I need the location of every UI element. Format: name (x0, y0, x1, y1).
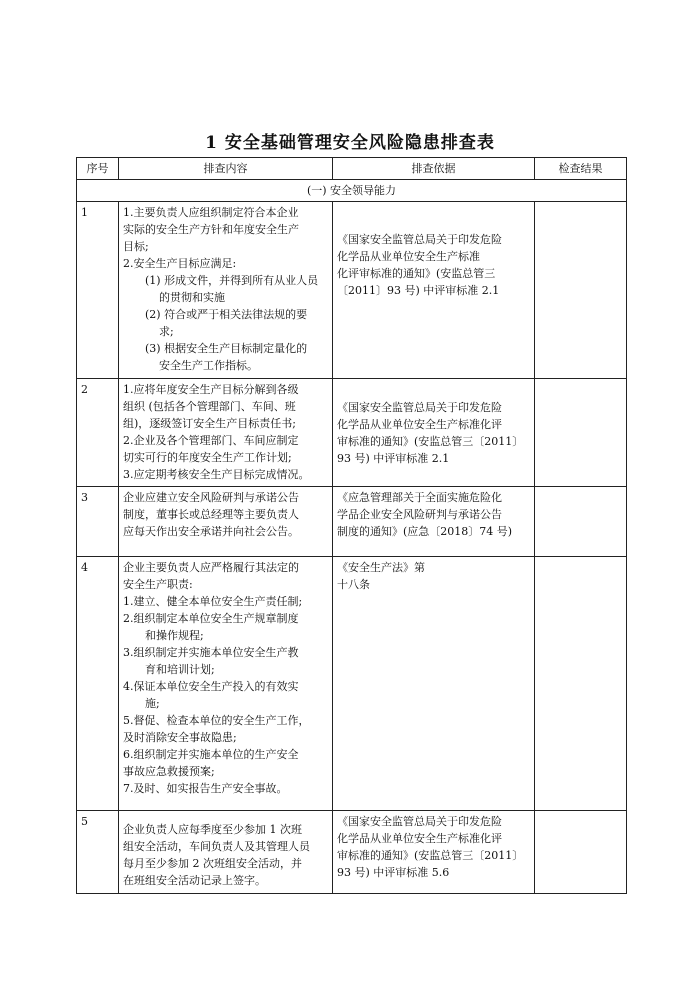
basis-line: 化学品从业单位安全生产标准化评 (337, 418, 502, 431)
content-line: 目标; (123, 240, 149, 253)
table-row (77, 557, 627, 811)
content-line: 企业应建立安全风险研判与承诺公告 (123, 491, 299, 504)
content-line: 3.组织制定并实施本单位安全生产教 (123, 646, 299, 659)
basis-line: 《安全生产法》第 (337, 561, 425, 574)
row-content (119, 379, 333, 487)
row-basis (333, 379, 535, 487)
section-row (77, 180, 627, 202)
content-line: 的贯彻和实施 (159, 291, 225, 304)
header-result: 检查结果 (535, 158, 627, 180)
table-row (77, 202, 627, 379)
content-line: 每月至少参加 2 次班组安全活动，并 (123, 857, 302, 870)
basis-line: 化评审标准的通知》(安监总管三 (337, 267, 496, 280)
basis-line: 十八条 (337, 578, 370, 591)
basis-line: 93 号) 中评审标准 5.6 (337, 866, 450, 879)
content-line: 安全生产工作指标。 (159, 359, 258, 372)
row-result (535, 202, 627, 379)
content-line: 2.安全生产目标应满足: (123, 257, 237, 270)
content-line: 1.主要负责人应组织制定符合本企业 (123, 206, 299, 219)
basis-line: 93 号) 中评审标准 2.1 (337, 452, 450, 465)
row-result (535, 379, 627, 487)
table-row (77, 811, 627, 894)
row-seq: 2 (77, 379, 119, 487)
basis-line: 〔2011〕93 号) 中评审标准 2.1 (337, 284, 500, 297)
content-line: 2.组织制定本单位安全生产规章制度 (123, 612, 299, 625)
content-line: 施; (145, 697, 160, 710)
row-basis (333, 202, 535, 379)
content-line: 事故应急救援预案; (123, 765, 215, 778)
content-line: 4.保证本单位安全生产投入的有效实 (123, 680, 299, 693)
hazard-check-table (76, 157, 627, 894)
content-line: 和操作规程; (145, 629, 204, 642)
row-basis (333, 487, 535, 557)
content-line: 1.建立、健全本单位安全生产责任制; (123, 595, 303, 608)
header-content: 排查内容 (119, 158, 333, 180)
row-basis (333, 557, 535, 811)
content-line: 制度，董事长或总经理等主要负责人 (123, 508, 299, 521)
content-line: 实际的安全生产方针和年度安全生产 (123, 223, 299, 236)
basis-line: 化学品从业单位安全生产标准 (337, 250, 480, 263)
row-seq: 5 (77, 811, 119, 894)
content-line: 安全生产职责: (123, 578, 193, 591)
table-row (77, 487, 627, 557)
header-basis: 排查依据 (333, 158, 535, 180)
content-line: 求; (159, 325, 174, 338)
content-line: 3.应定期考核安全生产目标完成情况。 (123, 468, 310, 481)
basis-line: 审标准的通知》(安监总管三〔2011〕 (337, 435, 524, 448)
content-line: 切实可行的年度安全生产工作计划; (123, 451, 292, 464)
content-line: 企业主要负责人应严格履行其法定的 (123, 561, 299, 574)
content-line: 组)，逐级签订安全生产目标责任书; (123, 417, 296, 430)
content-line: 6.组织制定并实施本单位的生产安全 (123, 748, 299, 761)
row-seq: 3 (77, 487, 119, 557)
basis-line: 审标准的通知》(安监总管三〔2011〕 (337, 849, 524, 862)
content-line: 2.企业及各个管理部门、车间应制定 (123, 434, 299, 447)
row-result (535, 811, 627, 894)
content-line: (1) 形成文件，并得到所有从业人员 (145, 274, 319, 287)
basis-line: 《国家安全监管总局关于印发危险 (337, 401, 502, 414)
table-header-row (77, 158, 627, 180)
section-title: (一) 安全领导能力 (77, 180, 627, 202)
content-line: 育和培训计划; (145, 663, 215, 676)
basis-line: 化学品从业单位安全生产标准化评 (337, 832, 502, 845)
basis-line: 制度的通知》(应急〔2018〕74 号) (337, 525, 513, 538)
row-content (119, 202, 333, 379)
table-row (77, 379, 627, 487)
page-title: 1 安全基础管理安全风险隐患排查表 (205, 133, 495, 153)
content-line: 在班组安全活动记录上签字。 (123, 874, 266, 887)
content-line: 企业负责人应每季度至少参加 1 次班 (123, 823, 302, 836)
basis-line: 《国家安全监管总局关于印发危险 (337, 233, 502, 246)
row-seq: 1 (77, 202, 119, 379)
content-line: 1.应将年度安全生产目标分解到各级 (123, 383, 299, 396)
row-content (119, 487, 333, 557)
row-content (119, 557, 333, 811)
content-line: 应每天作出安全承诺并向社会公告。 (123, 525, 299, 538)
basis-line: 《国家安全监管总局关于印发危险 (337, 815, 502, 828)
content-line: 7.及时、如实报告生产安全事故。 (123, 782, 288, 795)
row-seq: 4 (77, 557, 119, 811)
content-line: 及时消除安全事故隐患; (123, 731, 237, 744)
content-line: (2) 符合或严于相关法律法规的要 (145, 308, 308, 321)
content-line: 组织 (包括各个管理部门、车间、班 (123, 400, 296, 413)
basis-line: 《应急管理部关于全面实施危险化 (337, 491, 502, 504)
header-seq: 序号 (77, 158, 119, 180)
content-line: (3) 根据安全生产目标制定量化的 (145, 342, 308, 355)
row-result (535, 557, 627, 811)
row-result (535, 487, 627, 557)
basis-line: 学品企业安全风险研判与承诺公告 (337, 508, 502, 521)
content-line: 组安全活动，车间负责人及其管理人员 (123, 840, 310, 853)
row-basis (333, 811, 535, 894)
row-content (119, 811, 333, 894)
content-line: 5.督促、检查本单位的安全生产工作， (123, 714, 310, 727)
